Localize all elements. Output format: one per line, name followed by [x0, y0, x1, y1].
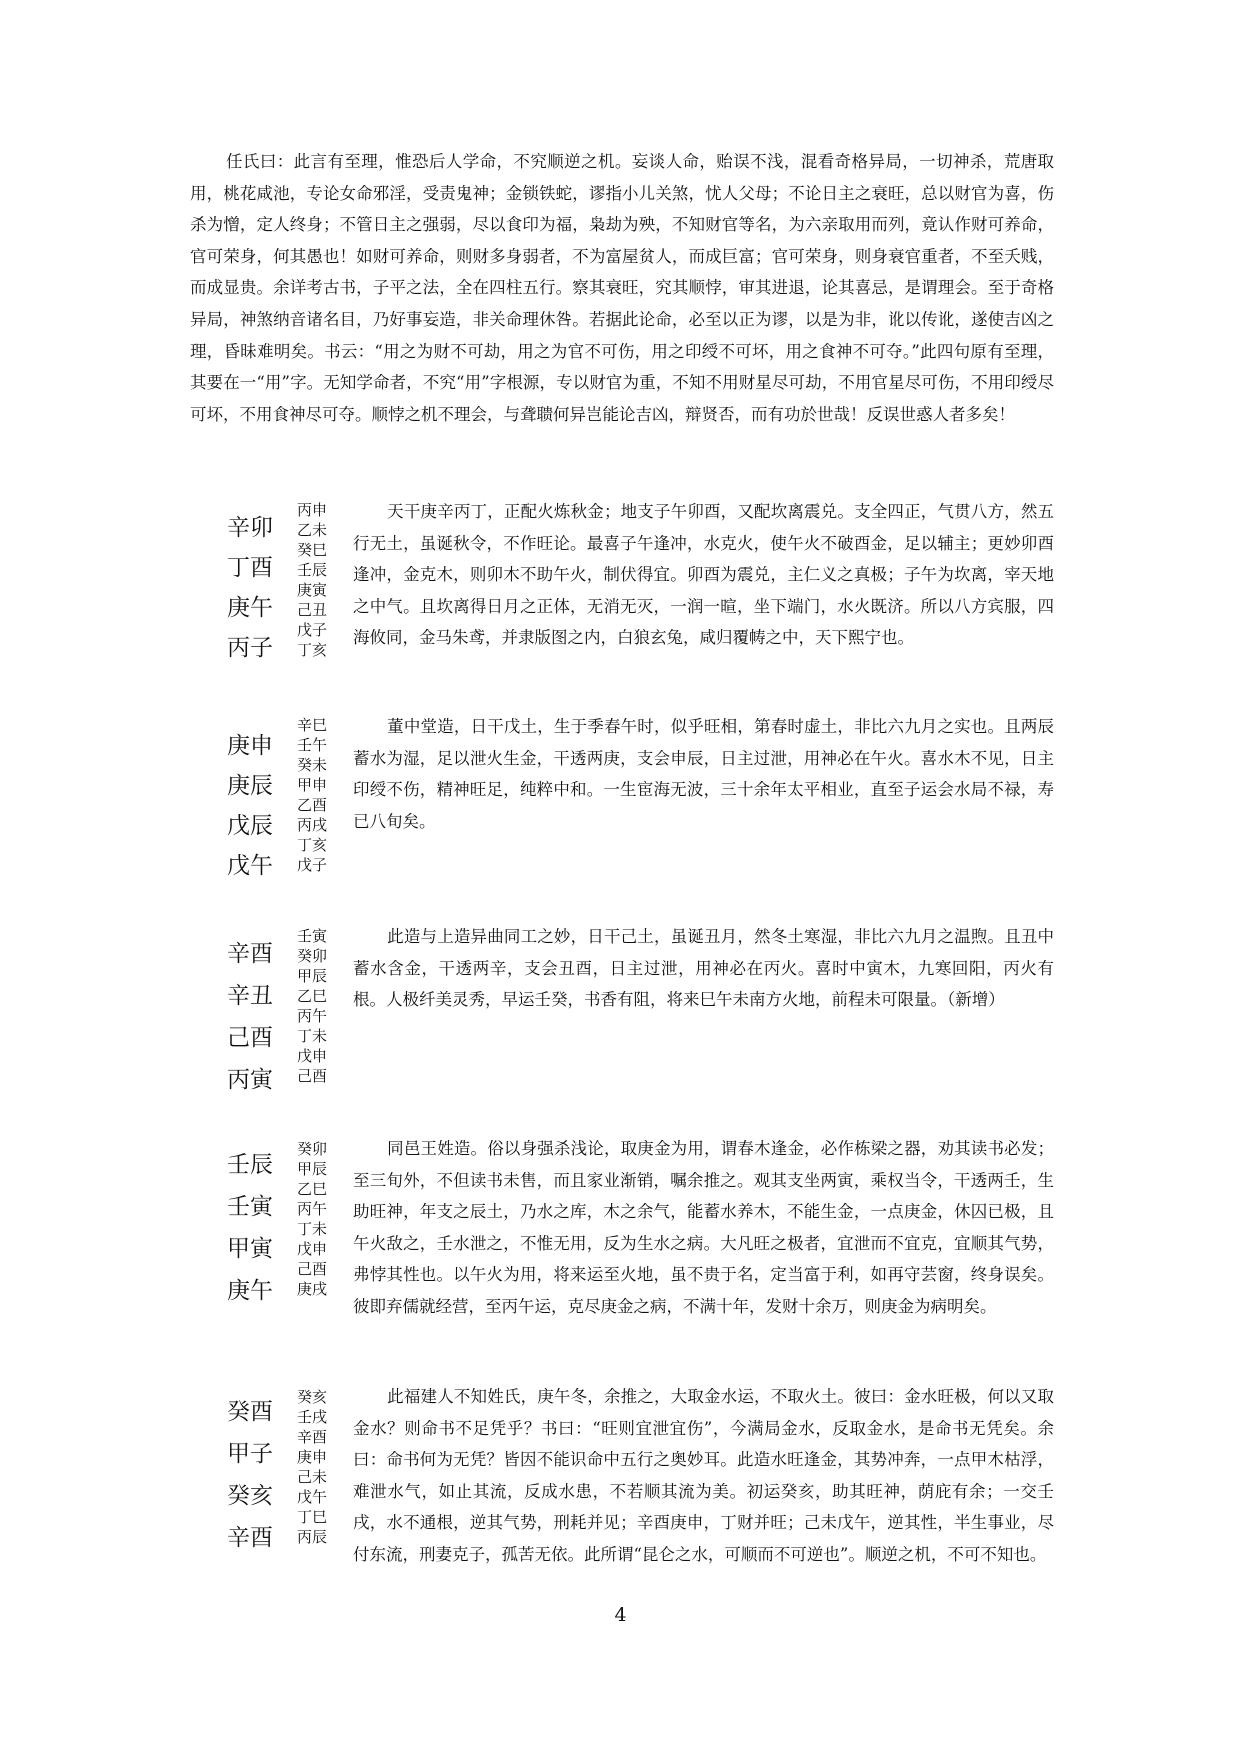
- pillar-hour: 辛酉: [227, 1525, 273, 1551]
- luck-pillar: 己酉: [297, 1260, 328, 1278]
- luck-pillar: 癸未: [297, 756, 328, 774]
- luck-pillar: 壬午: [297, 736, 328, 754]
- luck-pillars: [297, 715, 337, 875]
- luck-pillar: 甲申: [297, 776, 328, 794]
- pillar-hour: 丙子: [227, 635, 273, 661]
- luck-pillar: 壬寅: [297, 927, 328, 945]
- luck-pillars: [297, 926, 337, 1086]
- case-comment: 天干庚辛丙丁，正配火炼秋金；地支子午卯酉，又配坎离震兑。支全四正，气贯八方，然五行无土，虽诞秋令，不作旺论。最喜子午逢冲，水克火，使午火不破酉金，足以辅主；更妙卯酉逢冲，金克木，则卯木不助午火，制伏得宜。卯酉为震兑，主仁义之真极；子午为坎离，宰天地之中气。且坎离得日月之正体，无消无灭，一润一暄，坐下端门，水火既济。所以八方宾服，四海攸同，金马朱鸢，并隶版图之内，白狼玄兔，咸归覆帱之中，天下熙宁也。: [353, 502, 1054, 648]
- pillar-month: 庚辰: [227, 773, 273, 799]
- pillar-hour: 庚午: [227, 1278, 273, 1304]
- luck-pillar: 丙午: [297, 1007, 328, 1025]
- luck-pillar: 乙巳: [297, 987, 328, 1005]
- luck-pillar: 丁未: [297, 1220, 328, 1238]
- case-comment-wrapper: [353, 496, 1054, 654]
- luck-pillars: [297, 1387, 337, 1547]
- luck-pillar: 庚寅: [297, 581, 328, 599]
- luck-pillar: 丁亥: [297, 641, 328, 659]
- luck-pillar: 戊子: [297, 856, 328, 874]
- case-3: [190, 921, 1054, 1093]
- case-1: [190, 496, 1054, 661]
- case-comment: 此造与上造异曲同工之妙，日干己土，虽诞丑月，然冬土寒湿，非比六九月之温煦。且丑中蓄水含金，干透两辛，支会丑酉，日主过泄，用神必在丙火。喜时中寅木，九寒回阳，丙火有根。人极纤美灵秀，早运壬癸，书香有阻，将来巳午未南方火地，前程未可限量。（新增）: [353, 927, 1054, 1010]
- pillar-hour: 戊午: [227, 853, 273, 879]
- luck-pillar: 戊子: [297, 621, 328, 639]
- luck-pillar: 丙戌: [297, 816, 328, 834]
- luck-pillar: 癸亥: [297, 1388, 328, 1406]
- case-comment-wrapper: [353, 921, 1054, 1016]
- pillar-hour: 丙寅: [227, 1067, 273, 1093]
- luck-pillar: 丁巳: [297, 1508, 328, 1526]
- luck-pillar: 己酉: [297, 1067, 328, 1085]
- pillar-month: 甲子: [227, 1441, 273, 1467]
- case-4: [190, 1133, 1054, 1323]
- pillar-year: 辛卯: [227, 515, 273, 541]
- pillar-year: 辛酉: [227, 941, 273, 967]
- luck-pillar: 丙辰: [297, 1528, 328, 1546]
- luck-pillars: [297, 500, 337, 660]
- pillar-day: 庚午: [227, 595, 273, 621]
- case-2: [190, 711, 1054, 879]
- luck-pillars: [297, 1139, 337, 1299]
- luck-pillar: 丁亥: [297, 836, 328, 854]
- luck-pillar: 戊申: [297, 1047, 328, 1065]
- pillar-day: 己酉: [227, 1025, 273, 1051]
- luck-pillar: 壬辰: [297, 561, 328, 579]
- pillar-year: 癸酉: [227, 1399, 273, 1425]
- luck-pillar: 庚申: [297, 1448, 328, 1466]
- intro-paragraph: 任氏曰：此言有至理，惟恐后人学命，不究顺逆之机。妄谈人命，贻误不浅，混看奇格异局，一切神杀，荒唐取用，桃花咸池，专论女命邪淫，受责鬼神；金锁铁蛇，谬指小儿关煞，忧人父母；不论日主之衰旺，总以财官为喜，伤杀为憎，定人终身；不管日主之强弱，尽以食印为福，枭劫为殃，不知财官等名，为六亲取用而列，竟认作财可养命，官可荣身，何其愚也！如财可养命，则财多身弱者，不为富屋贫人，而成巨富；官可荣身，则身衰官重者，不至夭贱，而成显贵。余详考古书，子平之法，全在四柱五行。察其衰旺，究其顺悖，审其进退，论其喜忌，是谓理会。至于奇格异局，神煞纳音诸名目，乃好事妄造，非关命理休咎。若据此论命，必至以正为谬，以是为非，讹以传讹，遂使吉凶之理，昏昧难明矣。书云：“用之为财不可劫，用之为官不可伤，用之印绶不可坏，用之食神不可夺。”此四句原有至理，其要在一“用”字。无知学命者，不究“用”字根源，专以财官为重，不知不用财星尽可劫，不用官星尽可伤，不用印绶尽可坏，不用食神尽可夺。顺悖之机不理会，与聋聩何异岂能论吉凶，辩贤否，而有功於世哉！反误世惑人者多矣！: [190, 152, 1054, 424]
- pillar-month: 丁酉: [227, 555, 273, 581]
- luck-pillar: 丙午: [297, 1200, 328, 1218]
- luck-pillar: 辛巳: [297, 716, 328, 734]
- luck-pillar: 己未: [297, 1468, 328, 1486]
- luck-pillar: 丁未: [297, 1027, 328, 1045]
- case-comment: 同邑王姓造。俗以身强杀浅论，取庚金为用，谓春木逢金，必作栋梁之器，劝其读书必发；至三旬外，不但读书未售，而且家业渐销，嘱余推之。观其支坐两寅，乘权当令，干透两壬，生助旺神，年支之辰土，乃水之库，木之余气，能蓄水养木，不能生金，一点庚金，休囚已极，且午火敌之，壬水泄之，不惟无用，反为生水之病。大凡旺之极者，宜泄而不宜克，宜顺其气势，弗悖其性也。以午火为用，将来运至火地，虽不贵于名，定当富于利，如再守芸窗，终身误矣。彼即弃儒就经营，至丙午运，克尽庚金之病，不满十年，发财十余万，则庚金为病明矣。: [353, 1139, 1054, 1316]
- case-comment-wrapper: [353, 711, 1054, 837]
- case-comment: 董中堂造，日干戊土，生于季春午时，似乎旺相，第春时虚土，非比六九月之实也。且两辰蓄水为湿，足以泄火生金，干透两庚，支会申辰，日主过泄，用神必在午火。喜水木不见，日主印绶不伤，精神旺足，纯粹中和。一生宦海无波，三十余年太平相业，直至子运会水局不禄，寿已八旬矣。: [353, 717, 1054, 831]
- page-number: 4: [614, 1604, 627, 1626]
- luck-pillar: 辛酉: [297, 1428, 328, 1446]
- luck-pillar: 癸巳: [297, 541, 328, 559]
- luck-pillar: 癸卯: [297, 947, 328, 965]
- luck-pillar: 己丑: [297, 601, 328, 619]
- pillar-month: 壬寅: [227, 1194, 273, 1220]
- luck-pillar: 戊午: [297, 1488, 328, 1506]
- luck-pillar: 乙巳: [297, 1180, 328, 1198]
- luck-pillar: 壬戌: [297, 1408, 328, 1426]
- pillar-year: 庚申: [227, 733, 273, 759]
- luck-pillar: 甲辰: [297, 1160, 328, 1178]
- pillar-day: 戊辰: [227, 813, 273, 839]
- luck-pillar: 乙未: [297, 521, 328, 539]
- luck-pillar: 庚戌: [297, 1280, 328, 1298]
- pillar-month: 辛丑: [227, 983, 273, 1009]
- case-5: [190, 1381, 1054, 1571]
- pillar-day: 癸亥: [227, 1483, 273, 1509]
- luck-pillar: 癸卯: [297, 1140, 328, 1158]
- luck-pillar: 乙酉: [297, 796, 328, 814]
- luck-pillar: 丙申: [297, 501, 328, 519]
- luck-pillar: 甲辰: [297, 967, 328, 985]
- case-comment: 此福建人不知姓氏，庚午冬，余推之，大取金水运，不取火土。彼曰：金水旺极，何以又取金水？则命书不足凭乎？书曰：“旺则宜泄宜伤”，今满局金水，反取金水，是命书无凭矣。余曰：命书何为无凭？皆因不能识命中五行之奥妙耳。此造水旺逢金，其势冲奔，一点甲木枯浮，难泄水气，如止其流，反成水患，不若顺其流为美。初运癸亥，助其旺神，荫庇有余；一交壬戌，水不通根，逆其气势，刑耗并见；辛酉庚申，丁财并旺；己未戊午，逆其性，半生事业，尽付东流，刑妻克子，孤苦无依。此所谓“昆仑之水，可顺而不可逆也”。顺逆之机，不可不知也。: [353, 1387, 1054, 1564]
- pillar-year: 壬辰: [227, 1152, 273, 1178]
- luck-pillar: 戊申: [297, 1240, 328, 1258]
- pillar-day: 甲寅: [227, 1236, 273, 1262]
